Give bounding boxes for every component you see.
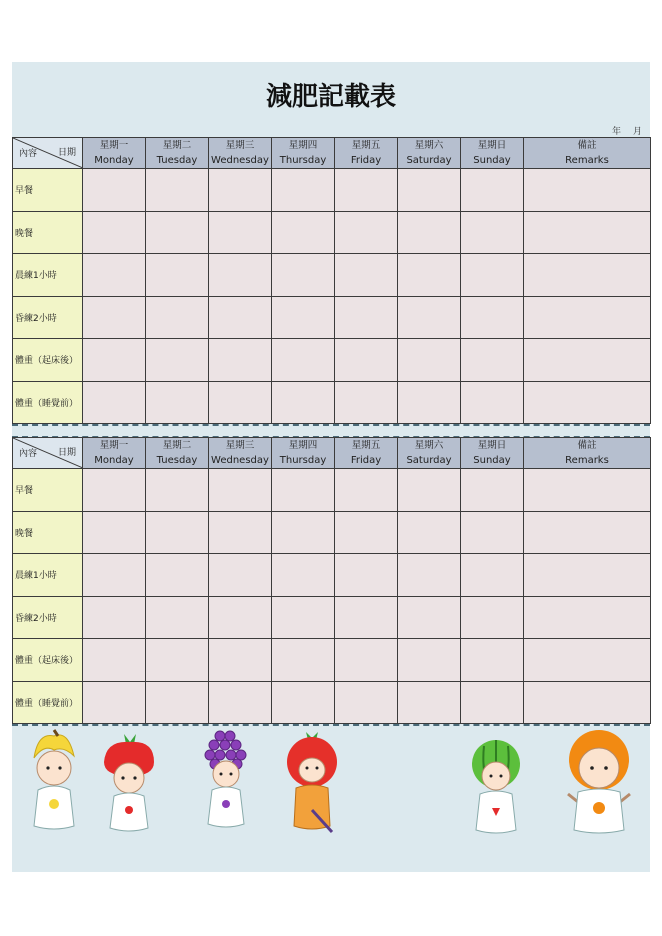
entry-cell[interactable] bbox=[146, 296, 209, 339]
row-label: 體重（睡覺前） bbox=[13, 681, 83, 724]
table-row bbox=[13, 296, 651, 339]
entry-cell[interactable] bbox=[461, 254, 524, 297]
page-title: 減肥記載表 bbox=[265, 82, 396, 112]
watermelon-character-icon bbox=[470, 738, 522, 838]
day-header bbox=[83, 438, 146, 469]
entry-cell[interactable] bbox=[398, 169, 461, 212]
row-label: 昏練2小時 bbox=[13, 296, 83, 339]
entry-cell[interactable] bbox=[398, 681, 461, 724]
entry-cell[interactable] bbox=[83, 169, 146, 212]
entry-cell[interactable] bbox=[524, 681, 651, 724]
table-row bbox=[13, 469, 651, 512]
entry-cell[interactable] bbox=[209, 211, 272, 254]
day-header bbox=[524, 438, 651, 469]
table-row bbox=[13, 339, 651, 382]
entry-cell[interactable] bbox=[524, 596, 651, 639]
day-en: Sunday bbox=[473, 455, 511, 466]
day-cn: 星期四 bbox=[288, 440, 318, 451]
entry-cell[interactable] bbox=[272, 596, 335, 639]
entry-cell[interactable] bbox=[146, 596, 209, 639]
entry-cell[interactable] bbox=[83, 554, 146, 597]
strawberry-character-icon bbox=[98, 730, 160, 838]
day-cn: 星期六 bbox=[414, 440, 444, 451]
diet-log-sheet bbox=[12, 62, 650, 872]
entry-cell[interactable] bbox=[335, 681, 398, 724]
entry-cell[interactable] bbox=[461, 169, 524, 212]
day-en: Saturday bbox=[406, 455, 452, 466]
table-row bbox=[13, 681, 651, 724]
row-label: 晨練1小時 bbox=[13, 554, 83, 597]
day-header bbox=[146, 438, 209, 469]
entry-cell[interactable] bbox=[398, 211, 461, 254]
day-header bbox=[209, 438, 272, 469]
row-label: 晚餐 bbox=[13, 511, 83, 554]
entry-cell[interactable] bbox=[335, 296, 398, 339]
day-header bbox=[524, 138, 651, 169]
day-cn: 星期日 bbox=[477, 140, 507, 151]
entry-cell[interactable] bbox=[272, 511, 335, 554]
entry-cell[interactable] bbox=[398, 339, 461, 382]
row-label: 早餐 bbox=[13, 169, 83, 212]
entry-cell[interactable] bbox=[461, 639, 524, 682]
entry-cell[interactable] bbox=[272, 469, 335, 512]
entry-cell[interactable] bbox=[461, 596, 524, 639]
entry-cell[interactable] bbox=[209, 469, 272, 512]
entry-cell[interactable] bbox=[461, 681, 524, 724]
row-label: 昏練2小時 bbox=[13, 596, 83, 639]
day-header bbox=[83, 138, 146, 169]
entry-cell[interactable] bbox=[335, 254, 398, 297]
day-en: Thursday bbox=[279, 455, 327, 466]
entry-cell[interactable] bbox=[524, 511, 651, 554]
entry-cell[interactable] bbox=[524, 211, 651, 254]
entry-cell[interactable] bbox=[209, 511, 272, 554]
schedule-table bbox=[12, 137, 651, 424]
entry-cell[interactable] bbox=[524, 254, 651, 297]
entry-cell[interactable] bbox=[83, 254, 146, 297]
entry-cell[interactable] bbox=[146, 469, 209, 512]
row-label: 早餐 bbox=[13, 469, 83, 512]
entry-cell[interactable] bbox=[524, 296, 651, 339]
day-cn: 備註 bbox=[577, 140, 597, 151]
day-cn: 星期四 bbox=[288, 140, 318, 151]
entry-cell[interactable] bbox=[461, 469, 524, 512]
day-cn: 星期一 bbox=[99, 440, 129, 451]
schedule-table bbox=[12, 437, 651, 724]
entry-cell[interactable] bbox=[146, 339, 209, 382]
entry-cell[interactable] bbox=[272, 296, 335, 339]
entry-cell[interactable] bbox=[83, 469, 146, 512]
entry-cell[interactable] bbox=[398, 511, 461, 554]
entry-cell[interactable] bbox=[335, 211, 398, 254]
date-label: 日期 bbox=[57, 448, 76, 458]
entry-cell[interactable] bbox=[461, 381, 524, 424]
day-en: Monday bbox=[94, 455, 134, 466]
entry-cell[interactable] bbox=[398, 296, 461, 339]
entry-cell[interactable] bbox=[146, 511, 209, 554]
dashed-divider bbox=[12, 424, 650, 426]
corner-header bbox=[13, 438, 83, 469]
day-cn: 星期六 bbox=[414, 140, 444, 151]
entry-cell[interactable] bbox=[146, 381, 209, 424]
day-cn: 星期日 bbox=[477, 440, 507, 451]
table-row bbox=[13, 639, 651, 682]
day-header bbox=[335, 438, 398, 469]
entry-cell[interactable] bbox=[83, 296, 146, 339]
entry-cell[interactable] bbox=[461, 554, 524, 597]
orange-character-icon bbox=[564, 730, 634, 838]
entry-cell[interactable] bbox=[335, 596, 398, 639]
grape-character-icon bbox=[204, 728, 248, 838]
entry-cell[interactable] bbox=[335, 469, 398, 512]
table-row bbox=[13, 381, 651, 424]
table-row bbox=[13, 511, 651, 554]
entry-cell[interactable] bbox=[398, 254, 461, 297]
entry-cell[interactable] bbox=[524, 339, 651, 382]
entry-cell[interactable] bbox=[146, 639, 209, 682]
table-row bbox=[13, 211, 651, 254]
entry-cell[interactable] bbox=[272, 254, 335, 297]
content-label: 內容 bbox=[19, 149, 38, 159]
day-en: Thursday bbox=[279, 155, 327, 166]
entry-cell[interactable] bbox=[398, 596, 461, 639]
table-row bbox=[13, 596, 651, 639]
entry-cell[interactable] bbox=[398, 469, 461, 512]
entry-cell[interactable] bbox=[272, 554, 335, 597]
day-en: Saturday bbox=[406, 155, 452, 166]
entry-cell[interactable] bbox=[461, 211, 524, 254]
day-en: Friday bbox=[350, 455, 382, 466]
day-header bbox=[461, 438, 524, 469]
entry-cell[interactable] bbox=[272, 169, 335, 212]
entry-cell[interactable] bbox=[335, 511, 398, 554]
day-cn: 星期二 bbox=[162, 140, 192, 151]
table-row bbox=[13, 169, 651, 212]
entry-cell[interactable] bbox=[272, 681, 335, 724]
entry-cell[interactable] bbox=[524, 169, 651, 212]
year-label: 年 bbox=[611, 127, 623, 137]
entry-cell[interactable] bbox=[83, 339, 146, 382]
entry-cell[interactable] bbox=[335, 381, 398, 424]
day-cn: 星期三 bbox=[225, 440, 255, 451]
entry-cell[interactable] bbox=[146, 554, 209, 597]
day-en: Sunday bbox=[473, 155, 511, 166]
table-row bbox=[13, 254, 651, 297]
entry-cell[interactable] bbox=[272, 639, 335, 682]
entry-cell[interactable] bbox=[335, 554, 398, 597]
day-header bbox=[398, 438, 461, 469]
fruit-characters bbox=[12, 726, 650, 846]
entry-cell[interactable] bbox=[83, 211, 146, 254]
entry-cell[interactable] bbox=[146, 254, 209, 297]
row-label: 體重（起床後） bbox=[13, 339, 83, 382]
year-month-label bbox=[602, 124, 644, 137]
day-header bbox=[461, 138, 524, 169]
banana-character-icon bbox=[24, 728, 82, 838]
entry-cell[interactable] bbox=[209, 554, 272, 597]
entry-cell[interactable] bbox=[209, 596, 272, 639]
entry-cell[interactable] bbox=[83, 511, 146, 554]
row-label: 晚餐 bbox=[13, 211, 83, 254]
day-en: Tuesday bbox=[156, 455, 198, 466]
entry-cell[interactable] bbox=[524, 469, 651, 512]
entry-cell[interactable] bbox=[524, 554, 651, 597]
entry-cell[interactable] bbox=[335, 339, 398, 382]
day-header bbox=[272, 138, 335, 169]
day-en: Monday bbox=[94, 155, 134, 166]
entry-cell[interactable] bbox=[209, 296, 272, 339]
entry-cell[interactable] bbox=[524, 381, 651, 424]
entry-cell[interactable] bbox=[461, 511, 524, 554]
day-header bbox=[146, 138, 209, 169]
corner-header bbox=[13, 138, 83, 169]
day-en: Remarks bbox=[565, 455, 609, 466]
entry-cell[interactable] bbox=[524, 639, 651, 682]
day-header bbox=[335, 138, 398, 169]
entry-cell[interactable] bbox=[272, 211, 335, 254]
row-label: 晨練1小時 bbox=[13, 254, 83, 297]
entry-cell[interactable] bbox=[146, 169, 209, 212]
day-en: Remarks bbox=[565, 155, 609, 166]
day-cn: 星期五 bbox=[351, 140, 381, 151]
entry-cell[interactable] bbox=[209, 169, 272, 212]
day-cn: 星期一 bbox=[99, 140, 129, 151]
entry-cell[interactable] bbox=[335, 169, 398, 212]
day-header bbox=[398, 138, 461, 169]
entry-cell[interactable] bbox=[209, 381, 272, 424]
entry-cell[interactable] bbox=[209, 339, 272, 382]
entry-cell[interactable] bbox=[461, 296, 524, 339]
entry-cell[interactable] bbox=[83, 381, 146, 424]
entry-cell[interactable] bbox=[272, 381, 335, 424]
entry-cell[interactable] bbox=[461, 339, 524, 382]
day-cn: 星期五 bbox=[351, 440, 381, 451]
day-en: Wednesday bbox=[211, 455, 269, 466]
day-header bbox=[209, 138, 272, 169]
entry-cell[interactable] bbox=[209, 254, 272, 297]
content-label: 內容 bbox=[19, 449, 38, 459]
month-label: 月 bbox=[632, 127, 644, 137]
row-label: 體重（起床後） bbox=[13, 639, 83, 682]
day-en: Wednesday bbox=[211, 155, 269, 166]
day-en: Friday bbox=[350, 155, 382, 166]
day-cn: 備註 bbox=[577, 440, 597, 451]
entry-cell[interactable] bbox=[83, 596, 146, 639]
date-label: 日期 bbox=[57, 148, 76, 158]
entry-cell[interactable] bbox=[83, 639, 146, 682]
entry-cell[interactable] bbox=[398, 639, 461, 682]
day-en: Tuesday bbox=[156, 155, 198, 166]
row-label: 體重（睡覺前） bbox=[13, 381, 83, 424]
entry-cell[interactable] bbox=[146, 211, 209, 254]
table-row bbox=[13, 554, 651, 597]
entry-cell[interactable] bbox=[398, 381, 461, 424]
day-cn: 星期三 bbox=[225, 140, 255, 151]
entry-cell[interactable] bbox=[398, 554, 461, 597]
tomato-character-icon bbox=[282, 726, 342, 838]
entry-cell[interactable] bbox=[209, 639, 272, 682]
entry-cell[interactable] bbox=[272, 339, 335, 382]
entry-cell[interactable] bbox=[209, 681, 272, 724]
entry-cell[interactable] bbox=[83, 681, 146, 724]
day-header bbox=[272, 438, 335, 469]
day-cn: 星期二 bbox=[162, 440, 192, 451]
entry-cell[interactable] bbox=[146, 681, 209, 724]
entry-cell[interactable] bbox=[335, 639, 398, 682]
